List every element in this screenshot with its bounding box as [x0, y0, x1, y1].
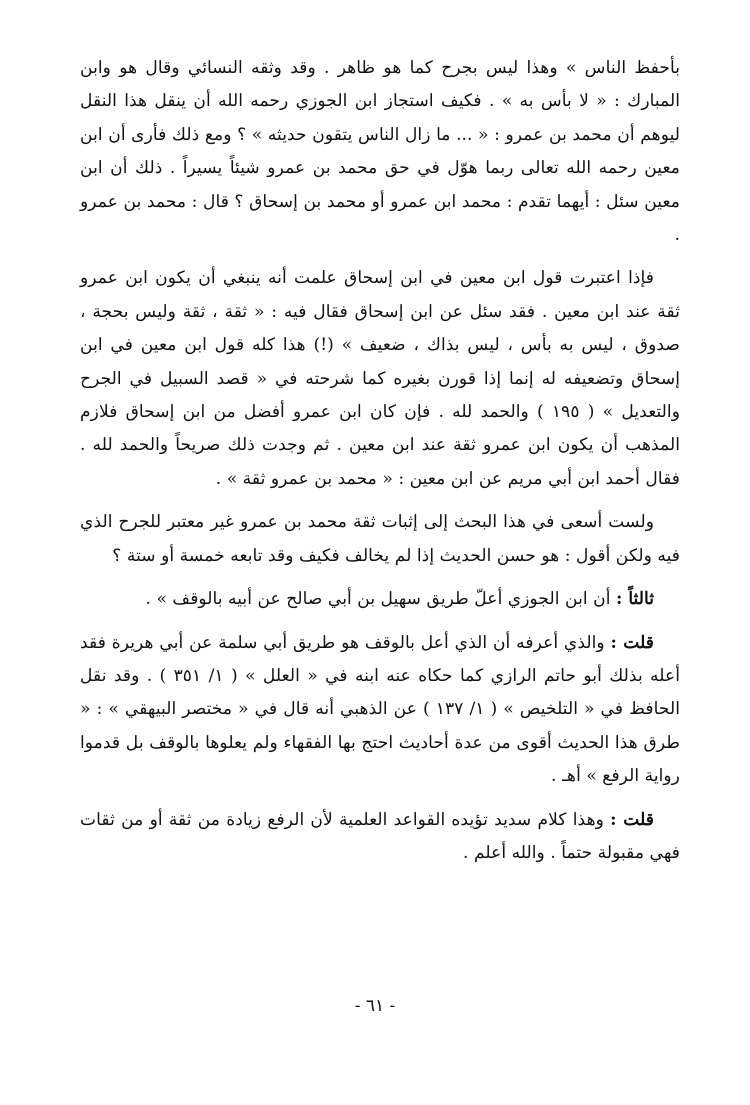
paragraph-6-label: قلت : — [610, 809, 654, 830]
paragraph-2 — [80, 262, 680, 496]
page-body — [80, 52, 680, 870]
paragraph-4-text: أن ابن الجوزي أعلّ طريق سهيل بن أبي صالح عن أبيه بالوقف » . — [145, 589, 611, 610]
paragraph-5-label: قلت : — [610, 632, 654, 653]
paragraph-6 — [80, 804, 680, 871]
paragraph-1 — [80, 52, 680, 252]
paragraph-4-label: ثالثاً : — [615, 589, 654, 610]
paragraph-5 — [80, 627, 680, 794]
paragraph-4 — [80, 583, 680, 616]
paragraph-5-text: والذي أعرفه أن الذي أعل بالوقف هو طريق أبي سلمة عن أبي هريرة فقد أعله بذلك أبو حاتم الرازي كما حكاه عنه ابنه في « العلل » ( ١/ ٣٥١ ) . وقد نقل الحافظ في « التلخيص » ( ١/ ١٣٧ ) عن الذهبي أنه قال في « مختصر البيهقي » : « طرق هذا الحديث أقوى من عدة أحاديث احتج بها الفقهاء ولم يعلوها بالوقف بل قدموا رواية الرفع » أهـ . — [80, 632, 680, 787]
paragraph-1-text: بأحفظ الناس » وهذا ليس بجرح كما هو ظاهر . وقد وثقه النسائي وقال هو وابن المبارك : « لا بأس به » . فكيف استجاز ابن الجوزي رحمه الله أن ينقل هذا النقل ليوهم أن محمد بن عمرو : « ... ما زال الناس يتقون حديثه » ؟ ومع ذلك فأرى أن ابن معين رحمه الله تعالى ربما هوّل في حق محمد بن عمرو شيئاً يسيراً . ذلك أن ابن معين سئل : أيهما تقدم : محمد ابن عمرو أو محمد بن إسحاق ؟ قال : محمد بن عمرو . — [80, 58, 680, 246]
paragraph-3-text: ولست أسعى في هذا البحث إلى إثبات ثقة محمد بن عمرو غير معتبر للجرح الذي فيه ولكن أقول : هو حسن الحديث إذا لم يخالف فكيف وقد تابعه خمسة أو ستة ؟ — [80, 512, 680, 566]
page-number: - ٦١ - — [354, 996, 396, 1016]
paragraph-2-text: فإذا اعتبرت قول ابن معين في ابن إسحاق علمت أنه ينبغي أن يكون ابن عمرو ثقة عند ابن معين . فقد سئل عن ابن إسحاق فقال فيه : « ثقة ، ثقة وليس بحجة ، صدوق ، ليس به بأس ، ليس بذاك ، ضعيف » (!) هذا كله قول ابن معين في ابن إسحاق وتضعيفه له إنما إذا قورن بغيره كما شرحته في « قصد السبيل في الجرح والتعديل » ( ١٩٥ ) والحمد لله . فإن كان ابن عمرو أفضل من ابن إسحاق فلازم المذهب أن يكون ابن عمرو ثقة عند ابن معين . ثم وجدت ذلك صريحاً والحمد لله . فقال أحمد ابن أبي مريم عن ابن معين : « محمد بن عمرو ثقة » . — [80, 268, 680, 489]
paragraph-6-text: وهذا كلام سديد تؤيده القواعد العلمية لأن الرفع زيادة من ثقة أو من ثقات فهي مقبولة حتماً . والله أعلم . — [80, 809, 680, 863]
paragraph-3 — [80, 506, 680, 573]
